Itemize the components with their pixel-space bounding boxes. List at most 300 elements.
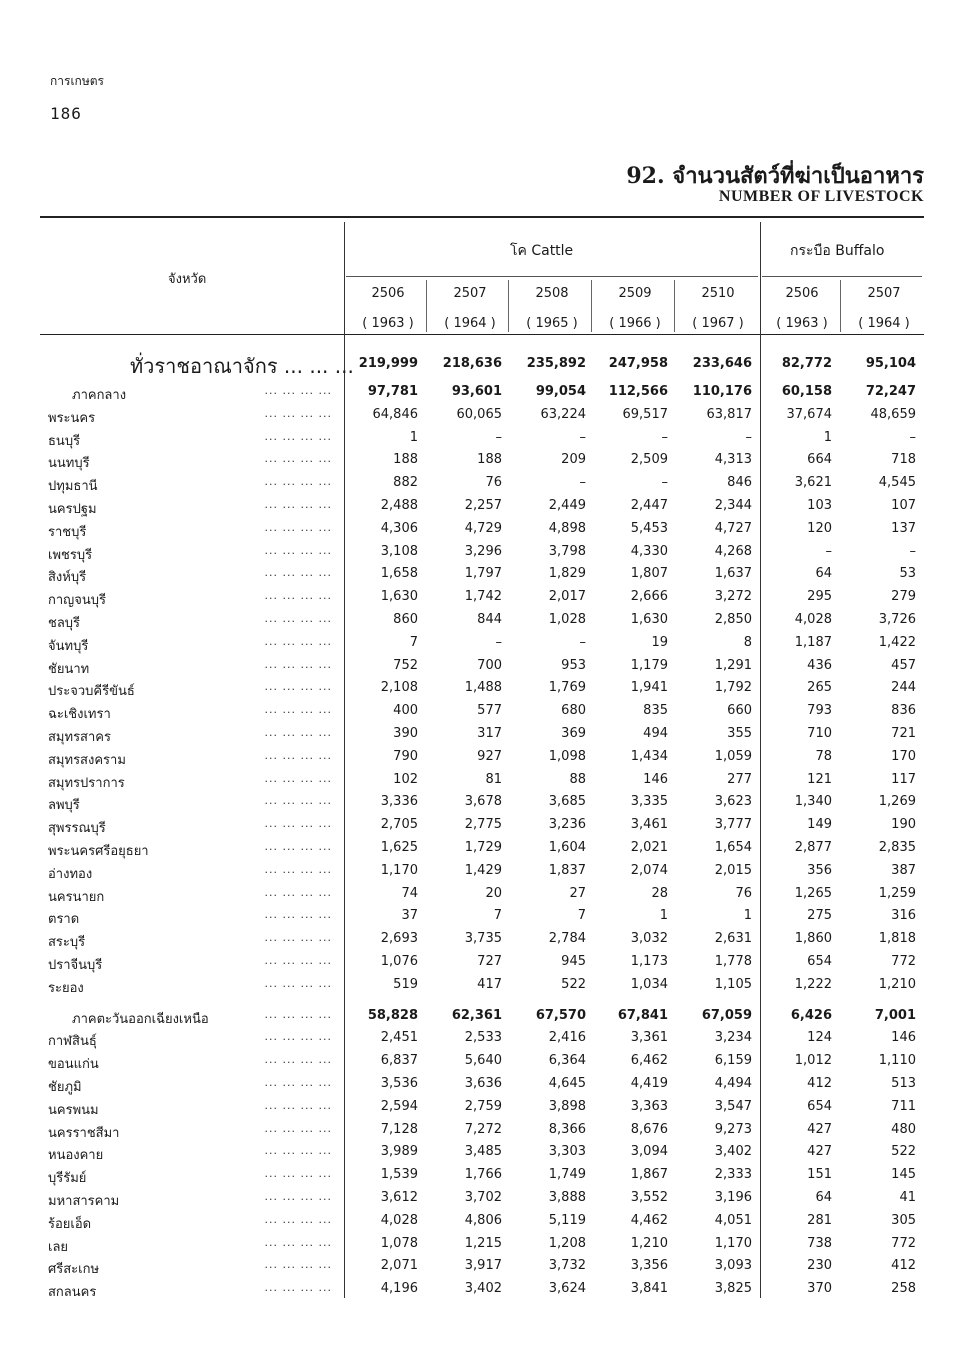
table-cell: 654: [807, 1098, 832, 1114]
table-cell: 277: [727, 771, 752, 787]
table-row: [0, 498, 966, 520]
province-name: สมุทรปราการ: [48, 775, 125, 791]
table-cell: 3,702: [464, 1190, 502, 1205]
table-cell: 69,517: [622, 406, 668, 422]
table-row: [0, 1213, 966, 1235]
leader-dots: ... ... ... ...: [264, 931, 332, 945]
table-cell: 860: [393, 612, 418, 627]
table-cell: 1: [823, 429, 832, 445]
table-cell: 3,798: [548, 543, 586, 559]
table-cell: 1,941: [630, 680, 668, 696]
table-cell: 1,837: [548, 862, 586, 878]
table-cell: 772: [891, 954, 916, 969]
province-name: นครราชสีมา: [48, 1125, 120, 1141]
table-cell: 6,159: [714, 1053, 752, 1069]
table-cell: 1,766: [464, 1167, 502, 1183]
leader-dots: ... ... ... ...: [264, 1030, 332, 1044]
table-cell: 188: [393, 452, 418, 468]
province-name: สมุทรสงคราม: [48, 752, 126, 768]
table-cell: 1,210: [630, 1235, 668, 1251]
table-cell: 27: [569, 885, 586, 901]
table-cell: 3,536: [380, 1076, 418, 1091]
table-cell: 305: [891, 1212, 916, 1228]
table-cell: 4,645: [548, 1076, 586, 1091]
table-cell: 494: [643, 726, 668, 741]
table-cell: 4,196: [380, 1281, 418, 1297]
year-header-ce: ( 1964 ): [858, 316, 910, 331]
province-name: สุพรรณบุรี: [48, 821, 106, 837]
table-cell: 2,877: [794, 840, 832, 855]
province-name: ขอนแก่น: [48, 1057, 99, 1073]
table-cell: 3,485: [464, 1144, 502, 1160]
table-cell: 146: [891, 1030, 916, 1046]
table-cell: 6,837: [380, 1053, 418, 1069]
year-column-divider: [426, 280, 427, 332]
table-cell: –: [909, 429, 916, 445]
table-cell: 190: [891, 817, 916, 833]
table-cell: 370: [807, 1281, 832, 1297]
section-header: การเกษตร: [50, 74, 104, 88]
table-cell: –: [661, 475, 668, 491]
table-cell: 1,170: [380, 862, 418, 878]
table-cell: 2,344: [714, 498, 752, 513]
table-cell: 2,257: [464, 498, 502, 513]
table-cell: 4,028: [380, 1212, 418, 1228]
table-cell: 3,236: [548, 817, 586, 833]
year-header-ce: ( 1965 ): [526, 316, 578, 331]
table-cell: 74: [401, 885, 418, 901]
buffalo-group-header: กระบือ Buffalo: [790, 243, 885, 259]
table-cell: 4,729: [464, 520, 502, 536]
table-cell: 2,447: [630, 498, 668, 513]
table-cell: 1,658: [380, 566, 418, 582]
table-cell: 95,104: [865, 356, 916, 371]
leader-dots: ... ... ... ...: [264, 726, 332, 739]
year-column-divider: [591, 280, 592, 332]
table-cell: 1,488: [464, 680, 502, 696]
table-cell: 20: [485, 885, 502, 901]
table-cell: 945: [561, 954, 586, 969]
cattle-subheader-rule: [346, 276, 758, 277]
leader-dots: ... ... ... ...: [264, 840, 332, 853]
table-cell: –: [661, 429, 668, 445]
table-cell: 63,817: [706, 406, 752, 422]
year-header-ce: ( 1967 ): [692, 316, 744, 331]
table-cell: 4,330: [630, 543, 668, 559]
table-cell: 1,110: [878, 1053, 916, 1069]
year-header-ce: ( 1963 ): [776, 316, 828, 331]
table-cell: 60,065: [456, 406, 502, 422]
leader-dots: ... ... ... ...: [264, 771, 332, 785]
cattle-group-header: โค Cattle: [510, 243, 574, 259]
table-cell: 400: [393, 703, 418, 719]
leader-dots: ... ... ... ...: [264, 384, 332, 397]
province-name: ระยอง: [48, 980, 84, 996]
table-cell: 1,170: [714, 1235, 752, 1251]
table-cell: 6,426: [790, 1007, 832, 1023]
table-cell: 76: [485, 475, 502, 491]
table-cell: 3,032: [630, 931, 668, 947]
table-cell: 3,547: [714, 1098, 752, 1114]
table-cell: 63,224: [540, 406, 586, 422]
table-cell: –: [579, 475, 586, 491]
table-row: [0, 863, 966, 885]
top-rule: [40, 216, 924, 218]
table-cell: 81: [485, 771, 502, 787]
province-name: ราชบุรี: [48, 524, 87, 540]
leader-dots: ... ... ... ...: [264, 1007, 332, 1021]
year-header-be: 2506: [371, 286, 405, 301]
table-cell: 1,829: [548, 566, 586, 582]
table-cell: 1,078: [380, 1235, 418, 1251]
province-name: นนทบุรี: [48, 456, 90, 472]
leader-dots: ... ... ... ...: [264, 976, 332, 990]
leader-dots: ... ... ... ...: [264, 1258, 332, 1272]
table-cell: 1,179: [630, 657, 668, 673]
province-name: ร้อยเอ็ด: [48, 1216, 92, 1232]
table-row: [0, 840, 966, 862]
table-cell: 711: [891, 1098, 916, 1114]
leader-dots: ... ... ... ...: [264, 475, 332, 489]
province-column-header: จังหวัด: [168, 272, 207, 287]
year-header-be: 2507: [453, 286, 487, 301]
table-cell: 72,247: [865, 384, 916, 399]
year-header-be: 2509: [618, 286, 652, 301]
leader-dots: ... ... ... ...: [264, 1053, 332, 1067]
table-cell: 680: [561, 703, 586, 719]
table-cell: 3,678: [464, 794, 502, 810]
table-cell: 4,313: [714, 452, 752, 468]
table-cell: 2,071: [380, 1258, 418, 1274]
table-cell: 3,402: [464, 1281, 502, 1297]
table-cell: 1,792: [714, 680, 752, 696]
province-name: เพชรบุรี: [48, 547, 93, 563]
table-row: [0, 817, 966, 839]
table-cell: 2,333: [714, 1167, 752, 1183]
table-cell: 3,841: [630, 1281, 668, 1297]
table-cell: 137: [891, 520, 916, 536]
table-cell: 835: [643, 703, 668, 719]
province-name: ประจวบคีรีขันธ์: [48, 684, 135, 700]
table-cell: 8,676: [630, 1121, 668, 1137]
table-cell: 107: [891, 498, 916, 513]
table-cell: 1,860: [794, 931, 832, 947]
table-cell: 427: [807, 1121, 832, 1137]
table-cell: 1,265: [794, 885, 832, 901]
table-row: [0, 1076, 966, 1098]
table-cell: 3,624: [548, 1281, 586, 1297]
table-row: [0, 544, 966, 566]
table-cell: 64,846: [372, 406, 418, 422]
leader-dots: ... ... ... ...: [264, 1167, 332, 1181]
table-cell: 2,509: [630, 452, 668, 468]
table-cell: 436: [807, 657, 832, 673]
table-cell: 1,340: [794, 794, 832, 810]
table-cell: 67,841: [617, 1007, 668, 1023]
table-cell: 3,726: [878, 612, 916, 627]
table-cell: 3,732: [548, 1258, 586, 1274]
table-cell: 3,361: [630, 1030, 668, 1046]
leader-dots: ... ... ... ...: [264, 498, 332, 511]
province-name: บุรีรัมย์: [48, 1171, 87, 1187]
table-cell: 295: [807, 589, 832, 605]
province-name: นครพนม: [48, 1102, 99, 1118]
table-cell: 4,727: [714, 520, 752, 536]
table-cell: 258: [891, 1281, 916, 1297]
table-cell: –: [495, 634, 502, 650]
table-title-thai: 92. จำนวนสัตว์ที่ฆ่าเป็นอาหาร: [626, 163, 924, 189]
table-cell: 3,094: [630, 1144, 668, 1160]
table-cell: 727: [477, 954, 502, 969]
table-cell: 356: [807, 862, 832, 878]
table-cell: 1,742: [464, 589, 502, 605]
province-name: สกลนคร: [48, 1285, 97, 1301]
table-cell: 2,488: [380, 498, 418, 513]
table-cell: 102: [393, 771, 418, 787]
table-cell: 64: [815, 1190, 832, 1205]
table-cell: 2,108: [380, 680, 418, 696]
table-cell: 457: [891, 657, 916, 673]
leader-dots: ... ... ... ...: [264, 1144, 332, 1158]
year-header-be: 2510: [701, 286, 735, 301]
table-cell: 145: [891, 1167, 916, 1183]
table-cell: 120: [807, 520, 832, 536]
table-row: [0, 612, 966, 634]
table-cell: 522: [561, 976, 586, 992]
page-number: 186: [50, 104, 82, 123]
table-cell: 112,566: [608, 384, 668, 399]
table-row: [0, 886, 966, 908]
leader-dots: ... ... ... ...: [264, 817, 332, 831]
table-cell: 2,693: [380, 931, 418, 947]
table-cell: 772: [891, 1235, 916, 1251]
table-cell: 1,729: [464, 840, 502, 855]
table-cell: –: [825, 543, 832, 559]
table-cell: 1,769: [548, 680, 586, 696]
table-cell: 480: [891, 1121, 916, 1137]
table-row: [0, 977, 966, 999]
table-row: [0, 475, 966, 497]
table-cell: 3,336: [380, 794, 418, 810]
table-cell: 752: [393, 657, 418, 673]
table-row: [0, 1053, 966, 1075]
leader-dots: ... ... ... ...: [264, 1076, 332, 1089]
year-header-be: 2506: [785, 286, 819, 301]
table-cell: 2,705: [380, 817, 418, 833]
table-cell: 279: [891, 589, 916, 605]
table-cell: 710: [807, 726, 832, 741]
table-row: [0, 1144, 966, 1166]
buffalo-subheader-rule: [762, 276, 922, 277]
table-cell: 2,835: [878, 840, 916, 855]
table-cell: 37: [401, 908, 418, 924]
table-cell: 3,685: [548, 794, 586, 810]
table-cell: 700: [477, 657, 502, 673]
table-cell: 4,898: [548, 520, 586, 536]
table-cell: 1,749: [548, 1167, 586, 1183]
province-name: หนองคาย: [48, 1148, 104, 1164]
table-cell: 1,269: [878, 794, 916, 810]
table-cell: 4,494: [714, 1076, 752, 1091]
table-cell: 67,570: [535, 1007, 586, 1023]
table-cell: 1,028: [548, 612, 586, 627]
table-cell: 2,416: [548, 1030, 586, 1046]
table-cell: 1,630: [630, 612, 668, 627]
table-cell: 793: [807, 703, 832, 719]
table-row: [0, 908, 966, 930]
table-cell: 718: [891, 452, 916, 468]
province-name: ชัยภูมิ: [48, 1080, 82, 1095]
table-cell: –: [909, 543, 916, 559]
table-cell: 7,001: [874, 1007, 916, 1023]
table-cell: 1,818: [878, 931, 916, 947]
table-cell: 387: [891, 862, 916, 878]
table-row: [0, 521, 966, 543]
table-cell: 37,674: [786, 406, 832, 422]
table-row: [0, 772, 966, 794]
table-cell: 146: [643, 771, 668, 787]
table-cell: 317: [477, 726, 502, 741]
region-row: [0, 384, 966, 406]
province-name: พระนครศรีอยุธยา: [48, 844, 149, 859]
table-cell: 790: [393, 748, 418, 764]
table-cell: 4,306: [380, 520, 418, 536]
table-cell: 1: [409, 429, 418, 445]
year-header-ce: ( 1964 ): [444, 316, 496, 331]
table-cell: 721: [891, 726, 916, 741]
table-cell: 48,659: [870, 406, 916, 422]
province-name: นครปฐม: [48, 502, 97, 517]
table-row: [0, 1190, 966, 1212]
province-name: ภาคตะวันออกเฉียงเหนือ: [72, 1011, 209, 1027]
table-cell: 4,806: [464, 1212, 502, 1228]
total-row: [0, 356, 966, 378]
table-cell: 3,356: [630, 1258, 668, 1274]
leader-dots: ... ... ... ...: [264, 794, 332, 808]
table-cell: 28: [651, 885, 668, 901]
table-cell: 3,461: [630, 817, 668, 833]
table-cell: 7,128: [380, 1121, 418, 1137]
table-cell: 3,636: [464, 1076, 502, 1091]
table-cell: 844: [477, 612, 502, 627]
table-cell: 1,867: [630, 1167, 668, 1183]
table-cell: 60,158: [781, 384, 832, 399]
province-name: อ่างทอง: [48, 866, 93, 882]
table-cell: –: [745, 429, 752, 445]
table-cell: 3,825: [714, 1281, 752, 1297]
table-row: [0, 1099, 966, 1121]
table-cell: 247,958: [608, 356, 668, 371]
table-cell: 151: [807, 1167, 832, 1183]
table-cell: 19: [651, 634, 668, 650]
table-cell: 2,631: [714, 931, 752, 947]
table-cell: 233,646: [692, 356, 752, 371]
table-cell: 62,361: [451, 1007, 502, 1023]
table-cell: 7: [493, 908, 502, 924]
table-cell: 2,017: [548, 589, 586, 605]
leader-dots: ... ... ... ...: [264, 748, 332, 762]
table-cell: 235,892: [526, 356, 586, 371]
table-row: [0, 658, 966, 680]
table-cell: 412: [807, 1076, 832, 1091]
province-name: สมุทรสาคร: [48, 730, 111, 745]
year-header-be: 2507: [867, 286, 901, 301]
table-cell: 513: [891, 1076, 916, 1091]
table-cell: 3,621: [794, 475, 832, 491]
leader-dots: ... ... ... ...: [264, 954, 332, 967]
table-cell: 1,259: [878, 885, 916, 901]
table-cell: 660: [727, 703, 752, 719]
table-cell: 3,898: [548, 1098, 586, 1114]
leader-dots: ... ... ... ...: [264, 1235, 332, 1249]
table-cell: 9,273: [714, 1121, 752, 1137]
table-cell: 97,781: [367, 384, 418, 399]
table-cell: 78: [815, 748, 832, 764]
table-cell: 836: [891, 703, 916, 719]
table-cell: 4,051: [714, 1212, 752, 1228]
table-cell: 3,296: [464, 543, 502, 559]
table-cell: 117: [891, 771, 916, 787]
table-cell: 2,666: [630, 589, 668, 605]
table-cell: 1,012: [794, 1053, 832, 1069]
table-cell: 1,222: [794, 976, 832, 992]
province-name: พระนคร: [48, 410, 96, 426]
table-cell: 3,093: [714, 1258, 752, 1274]
table-cell: 7: [409, 634, 418, 650]
year-header-ce: ( 1966 ): [609, 316, 661, 331]
leader-dots: ... ... ... ...: [264, 703, 332, 717]
table-cell: 1,637: [714, 566, 752, 582]
table-cell: 417: [477, 976, 502, 992]
leader-dots: ... ... ... ...: [264, 1098, 332, 1112]
table-cell: 3,108: [380, 543, 418, 559]
leader-dots: ... ... ... ...: [264, 885, 332, 899]
leader-dots: ... ... ... ...: [264, 543, 332, 557]
table-cell: –: [495, 429, 502, 445]
leader-dots: ... ... ... ...: [264, 566, 332, 580]
leader-dots: ... ... ... ...: [264, 1121, 332, 1135]
table-cell: 2,775: [464, 817, 502, 833]
table-cell: 2,074: [630, 862, 668, 878]
table-cell: 2,594: [380, 1098, 418, 1114]
table-cell: 1,539: [380, 1167, 418, 1183]
table-cell: 3,234: [714, 1030, 752, 1046]
province-name: ศรีสะเกษ: [48, 1262, 100, 1278]
leader-dots: ... ... ... ...: [264, 406, 332, 420]
table-cell: 1: [659, 908, 668, 924]
table-cell: 1,210: [878, 976, 916, 992]
table-cell: –: [579, 429, 586, 445]
table-cell: –: [579, 634, 586, 650]
table-cell: 1,208: [548, 1235, 586, 1251]
province-name: จันทบุรี: [48, 638, 89, 654]
province-name: เลย: [48, 1239, 69, 1255]
table-row: [0, 954, 966, 976]
table-cell: 2,784: [548, 931, 586, 947]
table-row: [0, 1236, 966, 1258]
leader-dots: ... ... ... ...: [264, 429, 332, 443]
leader-dots: ... ... ... ...: [264, 908, 332, 922]
year-header-be: 2508: [535, 286, 569, 301]
province-name: ตราด: [48, 912, 80, 928]
table-cell: 2,850: [714, 612, 752, 627]
table-cell: 265: [807, 680, 832, 696]
table-row: [0, 635, 966, 657]
table-cell: 3,777: [714, 817, 752, 833]
table-row: [0, 1030, 966, 1052]
table-cell: 53: [899, 566, 916, 582]
province-name: สระบุรี: [48, 935, 86, 951]
